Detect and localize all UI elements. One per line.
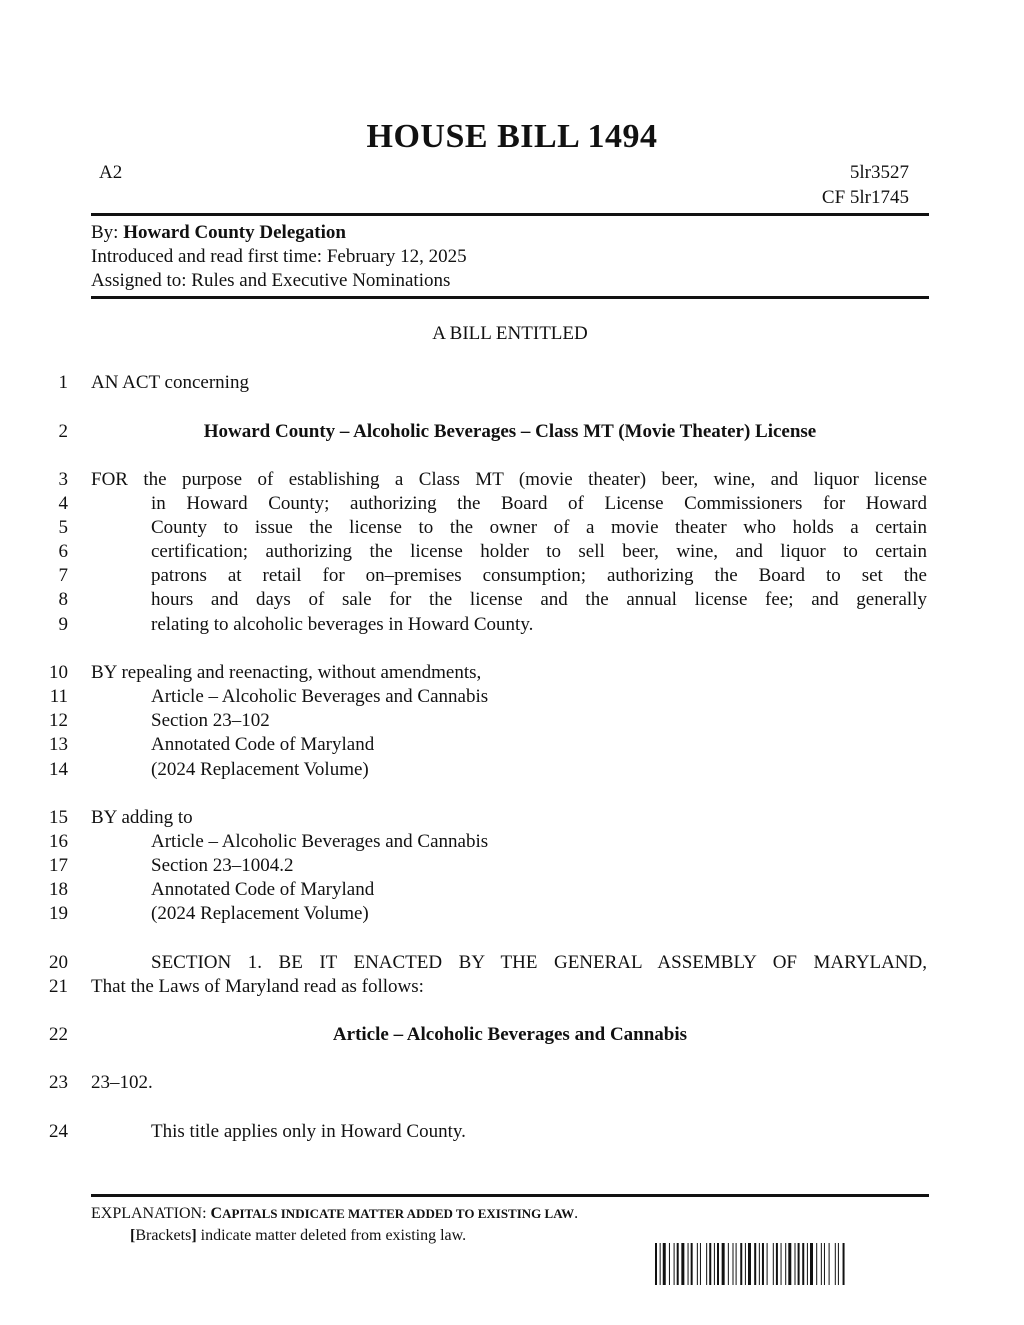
introduced-line: Introduced and read first time: February 12, 2025: [91, 246, 467, 267]
line-number: 6: [58, 541, 68, 562]
line-number: 20: [49, 952, 68, 973]
brackets-line: [130, 1226, 466, 1246]
volume-ref: (2024 Replacement Volume): [151, 903, 369, 924]
brackets-word: Brackets: [135, 1227, 192, 1244]
act-concerning: AN ACT concerning: [91, 372, 249, 393]
line-number: 24: [49, 1121, 68, 1142]
explanation-label: EXPLANATION:: [91, 1205, 207, 1222]
line-number: 5: [58, 517, 68, 538]
enacting-clause-cont: That the Laws of Maryland read as follows:: [91, 976, 424, 997]
caps-text: APITALS INDICATE MATTER ADDED TO EXISTING LAW: [222, 1206, 575, 1221]
header-rule: [91, 213, 929, 216]
section-text: This title applies only in Howard County.: [151, 1121, 466, 1142]
section-ref: Section 23–1004.2: [151, 855, 294, 876]
repealing-line: BY repealing and reenacting, without amendments,: [91, 662, 482, 683]
line-number: 22: [49, 1024, 68, 1045]
line-number: 4: [58, 493, 68, 514]
purpose-line: certification; authorizing the license holder to sell beer, wine, and liquor to certain: [151, 541, 927, 562]
caps-period: .: [574, 1205, 579, 1222]
by-label: By:: [91, 222, 119, 243]
bracket-open: [: [130, 1227, 136, 1244]
cross-file: CF 5lr1745: [821, 187, 909, 208]
article-ref: Article – Alcoholic Beverages and Cannabis: [151, 686, 489, 707]
line-number: 17: [49, 855, 68, 876]
purpose-line: patrons at retail for on–premises consumption; authorizing the Board to set the: [151, 565, 927, 586]
article-ref: Article – Alcoholic Beverages and Cannabis: [151, 831, 489, 852]
line-number: 18: [49, 879, 68, 900]
line-number: 10: [49, 662, 68, 683]
sponsor-name: Howard County Delegation: [123, 222, 346, 243]
purpose-line: FOR the purpose of establishing a Class MT (movie theater) beer, wine, and liquor license: [91, 469, 927, 490]
purpose-line: County to issue the license to the owner of a movie theater who holds a certain: [151, 517, 927, 538]
section-number: 23–102.: [91, 1072, 153, 1093]
draft-number: 5lr3527: [849, 162, 909, 183]
purpose-line: relating to alcoholic beverages in Howard County.: [151, 614, 534, 635]
volume-ref: (2024 Replacement Volume): [151, 759, 369, 780]
line-number: 21: [49, 976, 68, 997]
line-number: 12: [49, 710, 68, 731]
assigned-line: Assigned to: Rules and Executive Nominations: [91, 270, 451, 291]
caps-first-letter: C: [210, 1205, 223, 1222]
line-number: 9: [58, 614, 68, 635]
bill-entitled-heading: A BILL ENTITLED: [432, 323, 588, 344]
article-heading: Article – Alcoholic Beverages and Cannabis: [332, 1024, 688, 1045]
enacting-clause: SECTION 1. BE IT ENACTED BY THE GENERAL ASSEMBLY OF MARYLAND,: [151, 952, 927, 973]
line-number: 1: [58, 372, 68, 393]
line-number: 15: [49, 807, 68, 828]
line-number: 23: [49, 1072, 68, 1093]
section-ref: Section 23–102: [151, 710, 270, 731]
line-number: 3: [58, 469, 68, 490]
line-number: 2: [58, 421, 68, 442]
bracket-close: ]: [191, 1227, 197, 1244]
line-number: 14: [49, 759, 68, 780]
line-number: 8: [58, 589, 68, 610]
line-number: 16: [49, 831, 68, 852]
footer-rule: [91, 1194, 929, 1197]
bill-short-title: Howard County – Alcoholic Beverages – Class MT (Movie Theater) License: [203, 421, 817, 442]
brackets-rest: indicate matter deleted from existing law.: [196, 1227, 467, 1244]
line-number: 7: [58, 565, 68, 586]
line-number: 11: [49, 686, 68, 707]
code-ref: Annotated Code of Maryland: [151, 879, 375, 900]
explanation-line: [91, 1204, 578, 1224]
line-number: 13: [49, 734, 68, 755]
sponsor-rule: [91, 296, 929, 299]
purpose-line: in Howard County; authorizing the Board of License Commissioners for Howard: [151, 493, 927, 514]
bill-title: HOUSE BILL 1494: [366, 118, 658, 155]
purpose-line: hours and days of sale for the license and the annual license fee; and generally: [151, 589, 927, 610]
committee-code: A2: [99, 162, 123, 183]
adding-line: BY adding to: [91, 807, 193, 828]
barcode-icon: [655, 1243, 905, 1285]
sponsor-line: [91, 221, 346, 245]
line-number: 19: [49, 903, 68, 924]
code-ref: Annotated Code of Maryland: [151, 734, 375, 755]
